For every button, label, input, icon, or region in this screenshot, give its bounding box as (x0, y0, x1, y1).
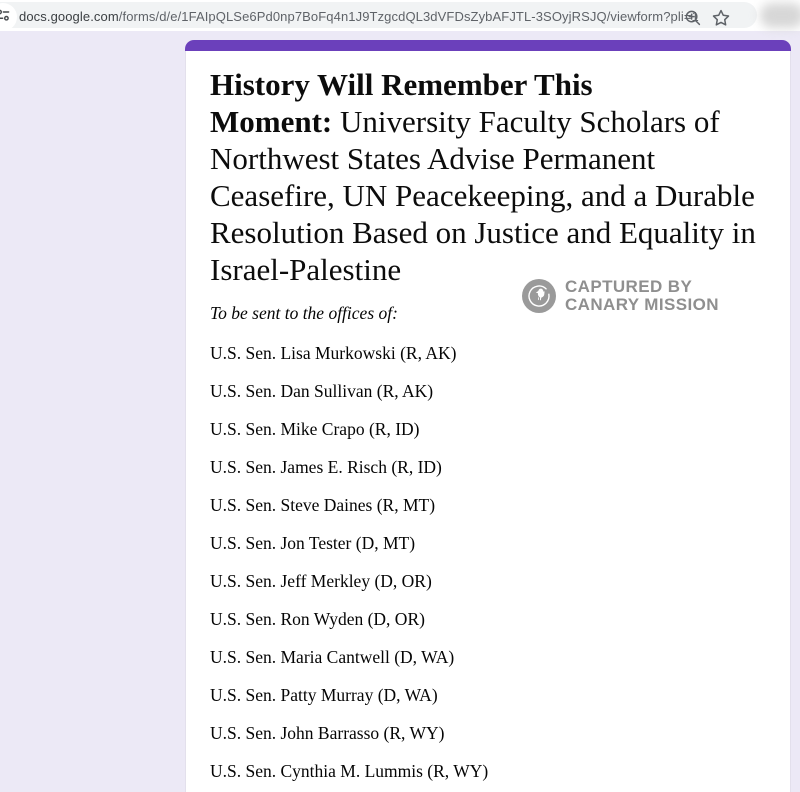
form-card-content (186, 51, 790, 792)
form-title-line: Israel-Palestine (210, 252, 402, 287)
form-description (210, 304, 766, 780)
recipient-line: U.S. Sen. John Barrasso (R, WY) (210, 723, 445, 743)
recipient-line: U.S. Sen. Jeff Merkley (D, OR) (210, 571, 432, 591)
canary-mission-watermark (522, 278, 719, 313)
watermark-text (565, 278, 719, 313)
form-title-line: Ceasefire, UN Peacekeeping, and a Durable (210, 178, 755, 213)
form-page-background (0, 31, 800, 792)
canary-bird-icon (522, 279, 556, 313)
form-title (210, 66, 762, 288)
recipient-line: U.S. Sen. James E. Risch (R, ID) (210, 457, 442, 477)
form-accent-bar (185, 40, 791, 51)
form-title-line: Northwest States Advise Permanent (210, 141, 656, 176)
browser-toolbar (0, 0, 800, 31)
zoom-magnifier-icon[interactable] (683, 8, 703, 28)
recipient-line: U.S. Sen. Ron Wyden (D, OR) (210, 609, 425, 629)
url-value[interactable] (19, 2, 699, 33)
watermark-line1: CAPTURED BY (565, 277, 693, 296)
recipient-line: U.S. Sen. Lisa Murkowski (R, AK) (210, 343, 457, 363)
watermark-line2: CANARY MISSION (565, 294, 719, 314)
url-domain: docs.google.com (19, 9, 119, 24)
form-title-line: Moment: University Faculty Scholars of (210, 104, 720, 139)
form-card (185, 40, 791, 792)
recipient-line: U.S. Sen. Maria Cantwell (D, WA) (210, 647, 455, 667)
url-path: /forms/d/e/1FAIpQLSe6Pd0np7BoFq4n1J9TzgcdQL3dVFDsZybAFJTL-3SOyjRSJQ/viewform?pli=1 (118, 9, 699, 24)
star-bookmark-icon[interactable] (711, 8, 731, 28)
recipient-line: U.S. Sen. Jon Tester (D, MT) (210, 533, 416, 553)
site-info-button[interactable] (0, 3, 17, 31)
intro-line: To be sent to the offices of: (210, 303, 398, 323)
recipient-line: U.S. Sen. Steve Daines (R, MT) (210, 495, 436, 515)
recipient-line: U.S. Sen. Patty Murray (D, WA) (210, 685, 438, 705)
recipient-line: U.S. Sen. Cynthia M. Lummis (R, WY) (210, 761, 489, 781)
recipient-line: U.S. Sen. Mike Crapo (R, ID) (210, 419, 420, 439)
address-bar[interactable] (0, 2, 757, 28)
form-title-line: History Will Remember This (210, 67, 593, 102)
blurred-extension-area (760, 3, 800, 28)
recipient-list (210, 344, 766, 780)
recipient-line: U.S. Sen. Dan Sullivan (R, AK) (210, 381, 434, 401)
site-settings-icon (0, 6, 12, 29)
form-title-line: Resolution Based on Justice and Equality in (210, 215, 756, 250)
